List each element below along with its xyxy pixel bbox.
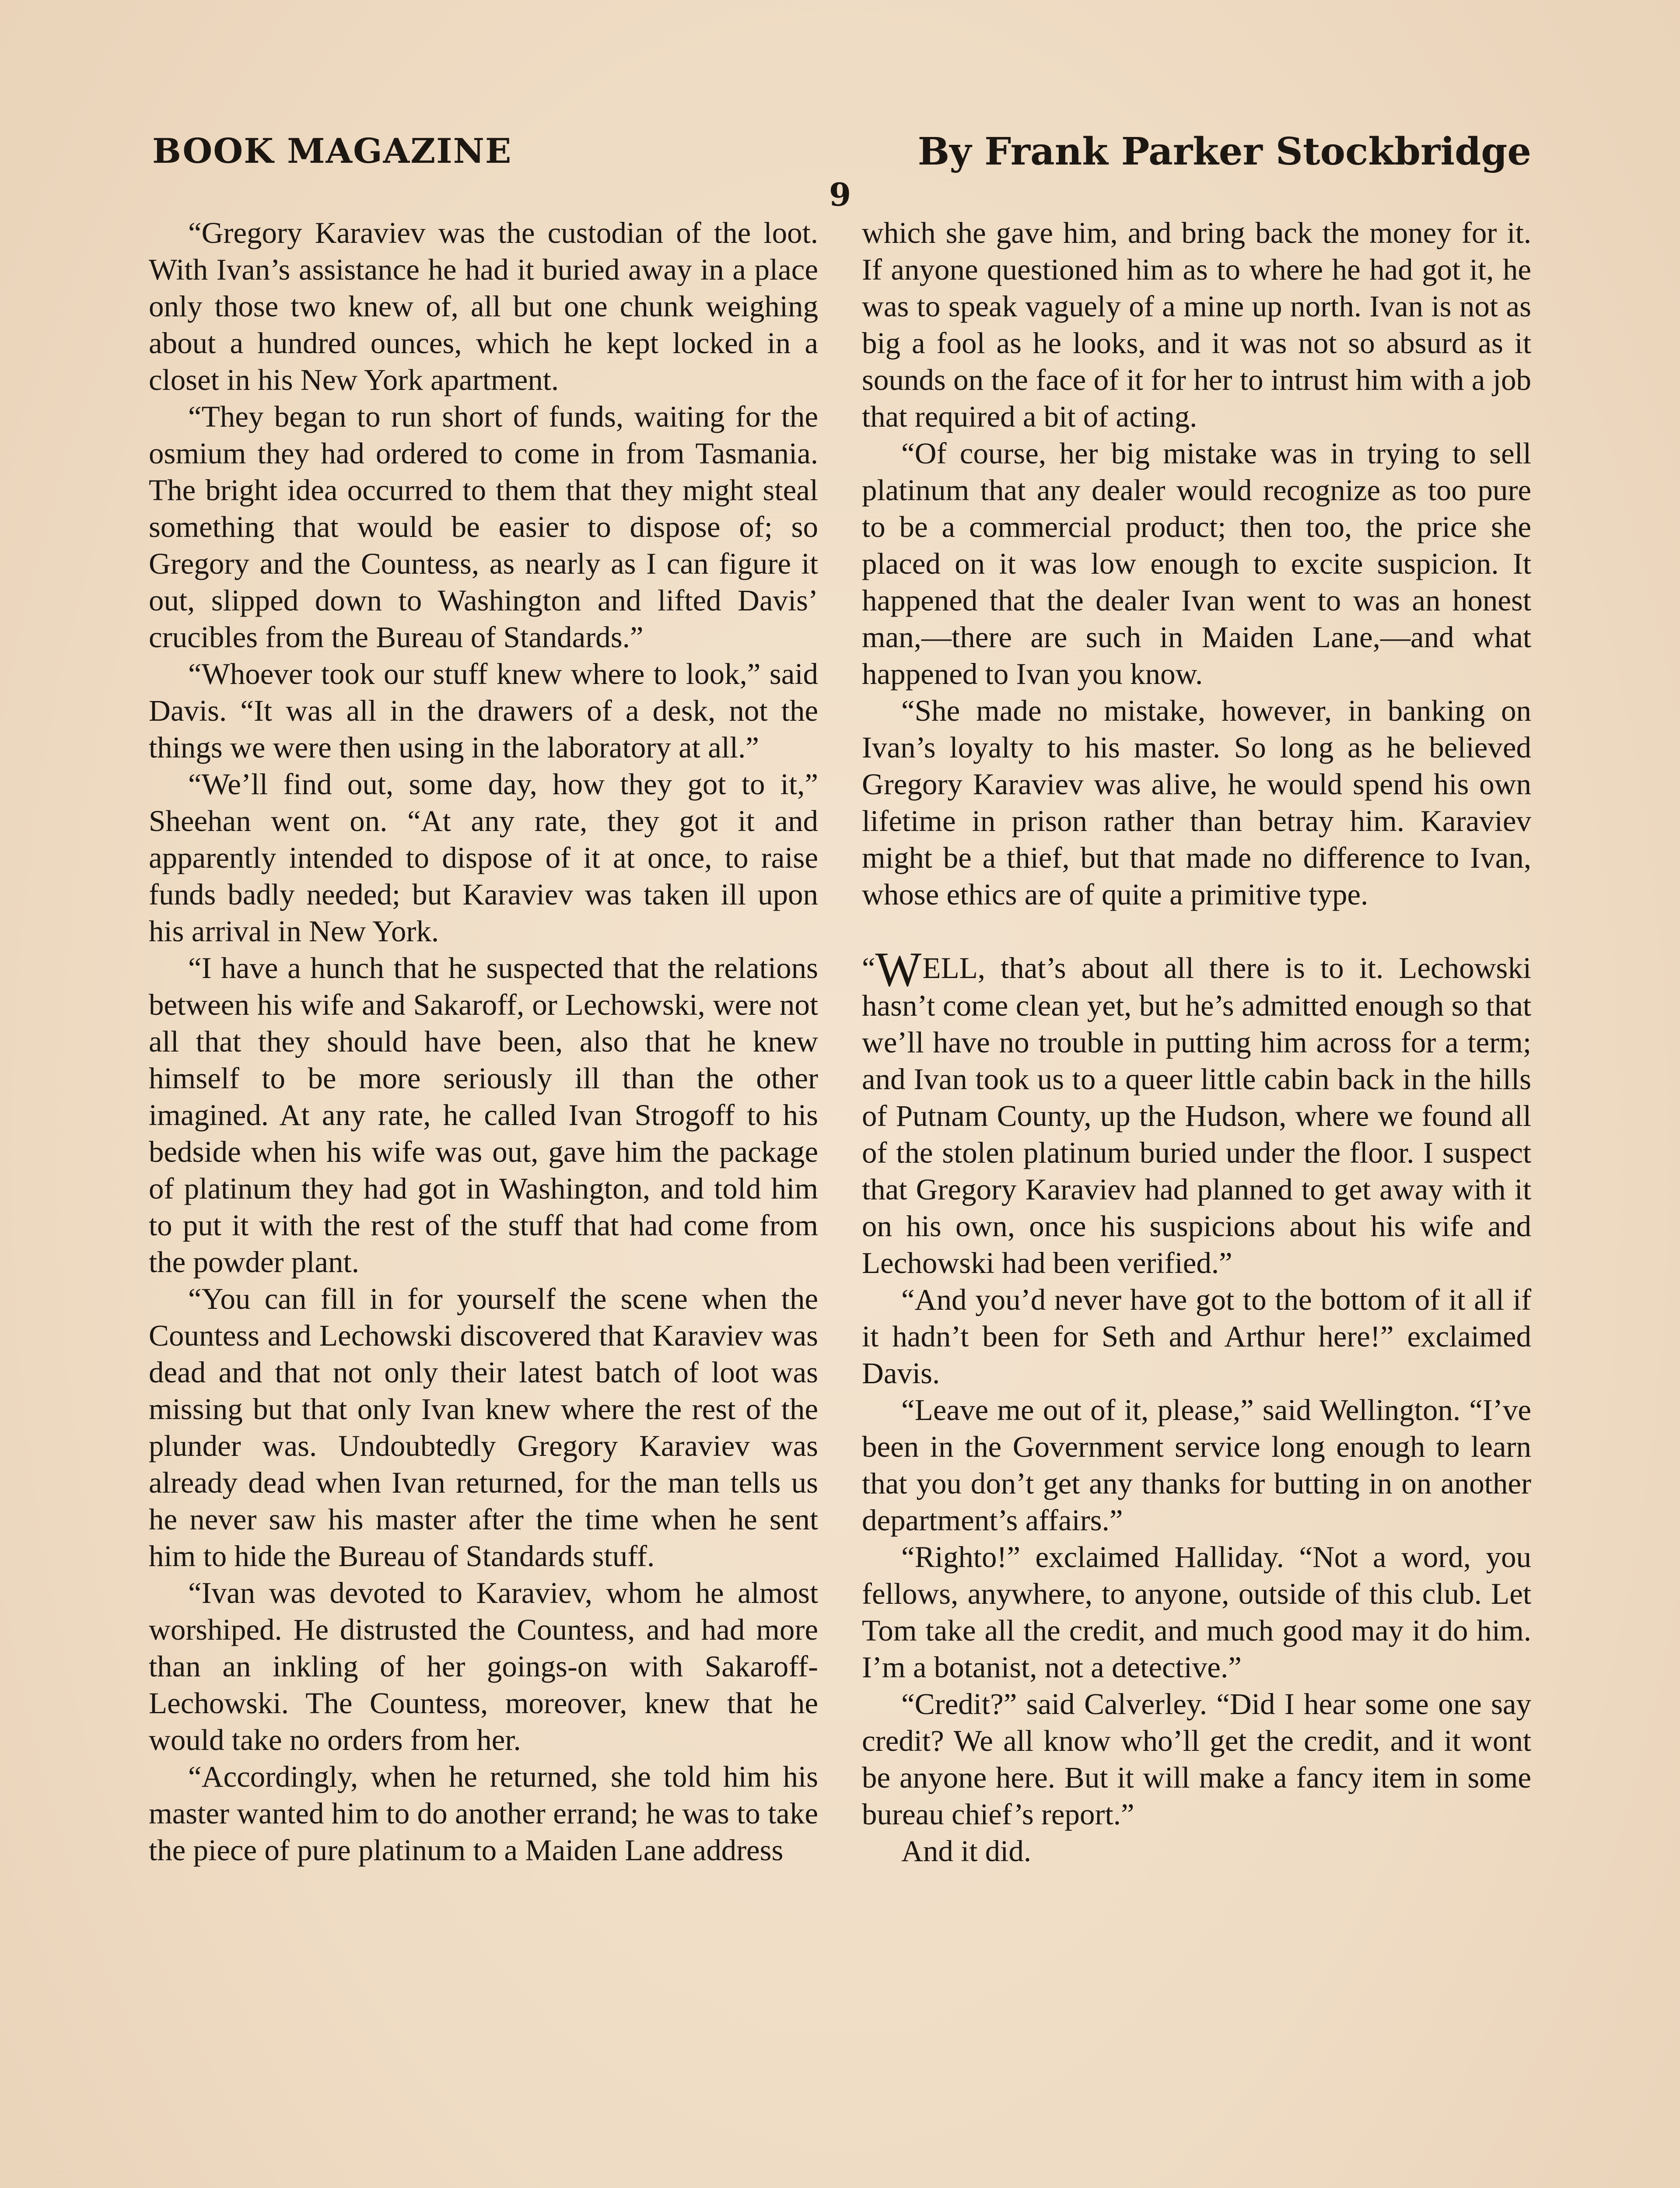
author-byline: By Frank Parker Stockbridge [917,130,1531,174]
paragraph: “You can fill in for yourself the scene when the Countess and Lechowski discovered that Karaviev was dead and that not only their latest batch of loot was missing but that only Ivan knew where the rest of the plunder was. Undoubtedly Gregory Karaviev was already dead when Ivan returned, for the man tells us he never saw his master after the time when he sent him to hide the Bureau of Standards stuff. [149,1282,818,1573]
paragraph: “Righto!” exclaimed Halliday. “Not a word, you fellows, anywhere, to anyone, outside of this club. Let Tom take all the credit, and much good may it do him. I’m a botanist, not a detective.” [862,1540,1531,1684]
paragraph: “And you’d never have got to the bottom of it all if it hadn’t been for Seth and Arthur here!” exclaimed Davis. [862,1283,1531,1390]
section-text: ELL, that’s about all there is to it. Lechowski hasn’t come clean yet, but he’s admitted enough so that we’ll have no trouble in putting him across for a term; and Ivan took us to a queer little cabin back in the hills of Putnam County, up the Hudson, where we found all of the stolen platinum buried under the floor. I suspect that Gregory Karaviev had planned to get away with it on his own, once his suspicions about his wife and Lechowski had been verified.” [862,951,1531,1280]
page-number: 9 [829,176,851,213]
paragraph: “Whoever took our stuff knew where to look,” said Davis. “It was all in the drawers of a desk, not the things we were then using in the laboratory at all.” [149,657,818,764]
section-opening-paragraph [862,943,1531,1281]
paragraph: “Leave me out of it, please,” said Wellington. “I’ve been in the Government service long enough to learn that you don’t get any thanks for butting in on another department’s affairs.” [862,1393,1531,1537]
paragraph: “Of course, her big mistake was in trying to sell platinum that any dealer would recognize as too pure to be a commercial product; then too, the price she placed on it was low enough to excite suspicion. It happened that the dealer Ivan went to was an honest man,—there are such in Maiden Lane,—and what happened to Ivan you know. [862,437,1531,691]
open-quote: “ [862,951,875,985]
paragraph: “Credit?” said Calverley. “Did I hear some one say credit? We all know who’ll get the credit, and it wont be anyone here. But it will make a fancy item in some bureau chief’s report.” [862,1687,1531,1831]
paragraph: “Ivan was devoted to Karaviev, whom he almost worshiped. He distrusted the Countess, and had more than an inkling of her goings-on with Sakaroff-Lechowski. The Countess, moreover, knew that he would take no orders from her. [149,1576,818,1757]
left-column [149,214,818,1869]
paragraph: “Accordingly, when he returned, she told him his master wanted him to do another errand; he was to take the piece of pure platinum to a Maiden Lane address [149,1760,818,1867]
paragraph: “They began to run short of funds, waiting for the osmium they had ordered to come in from Tasmania. The bright idea occurred to them that they might steal something that would be easier to dispose of; so Gregory and the Countess, as nearly as I can figure it out, slipped down to Washington and lifted Davis’ crucibles from the Bureau of Standards.” [149,400,818,654]
paragraph: “Gregory Karaviev was the custodian of the loot. With Ivan’s assistance he had it buried away in a place only those two knew of, all but one chunk weighing about a hundred ounces, which he kept locked in a closet in his New York apartment. [149,216,818,396]
paragraph: “She made no mistake, however, in banking on Ivan’s loyalty to his master. So long as he believed Gregory Karaviev was alive, he would spend his own lifetime in prison rather than betray him. Karaviev might be a thief, but that made no difference to Ivan, whose ethics are of quite a primitive type. [862,694,1531,911]
paragraph: “I have a hunch that he suspected that the relations between his wife and Sakaroff, or Lechowski, were not all that they should have been, also that he knew himself to be more seriously ill than the other imagined. At any rate, he called Ivan Strogoff to his bedside when his wife was out, gave him the package of platinum they had got in Washington, and told him to put it with the rest of the stuff that had come from the powder plant. [149,951,818,1279]
magazine-title: BOOK MAGAZINE [152,131,512,171]
drop-cap: W [875,943,922,997]
paragraph: And it did. [901,1834,1032,1868]
paragraph: which she gave him, and bring back the money for it. If anyone questioned him as to where he had got it, he was to speak vaguely of a mine up north. Ivan is not as big a fool as he looks, and it was not so absurd as it sounds on the face of it for her to intrust him with a job that required a bit of acting. [862,216,1531,433]
paragraph: “We’ll find out, some day, how they got to it,” Sheehan went on. “At any rate, they got it and apparently intended to dispose of it at once, to raise funds badly needed; but Karaviev was taken ill upon his arrival in New York. [149,768,818,948]
right-column [862,214,1531,1869]
